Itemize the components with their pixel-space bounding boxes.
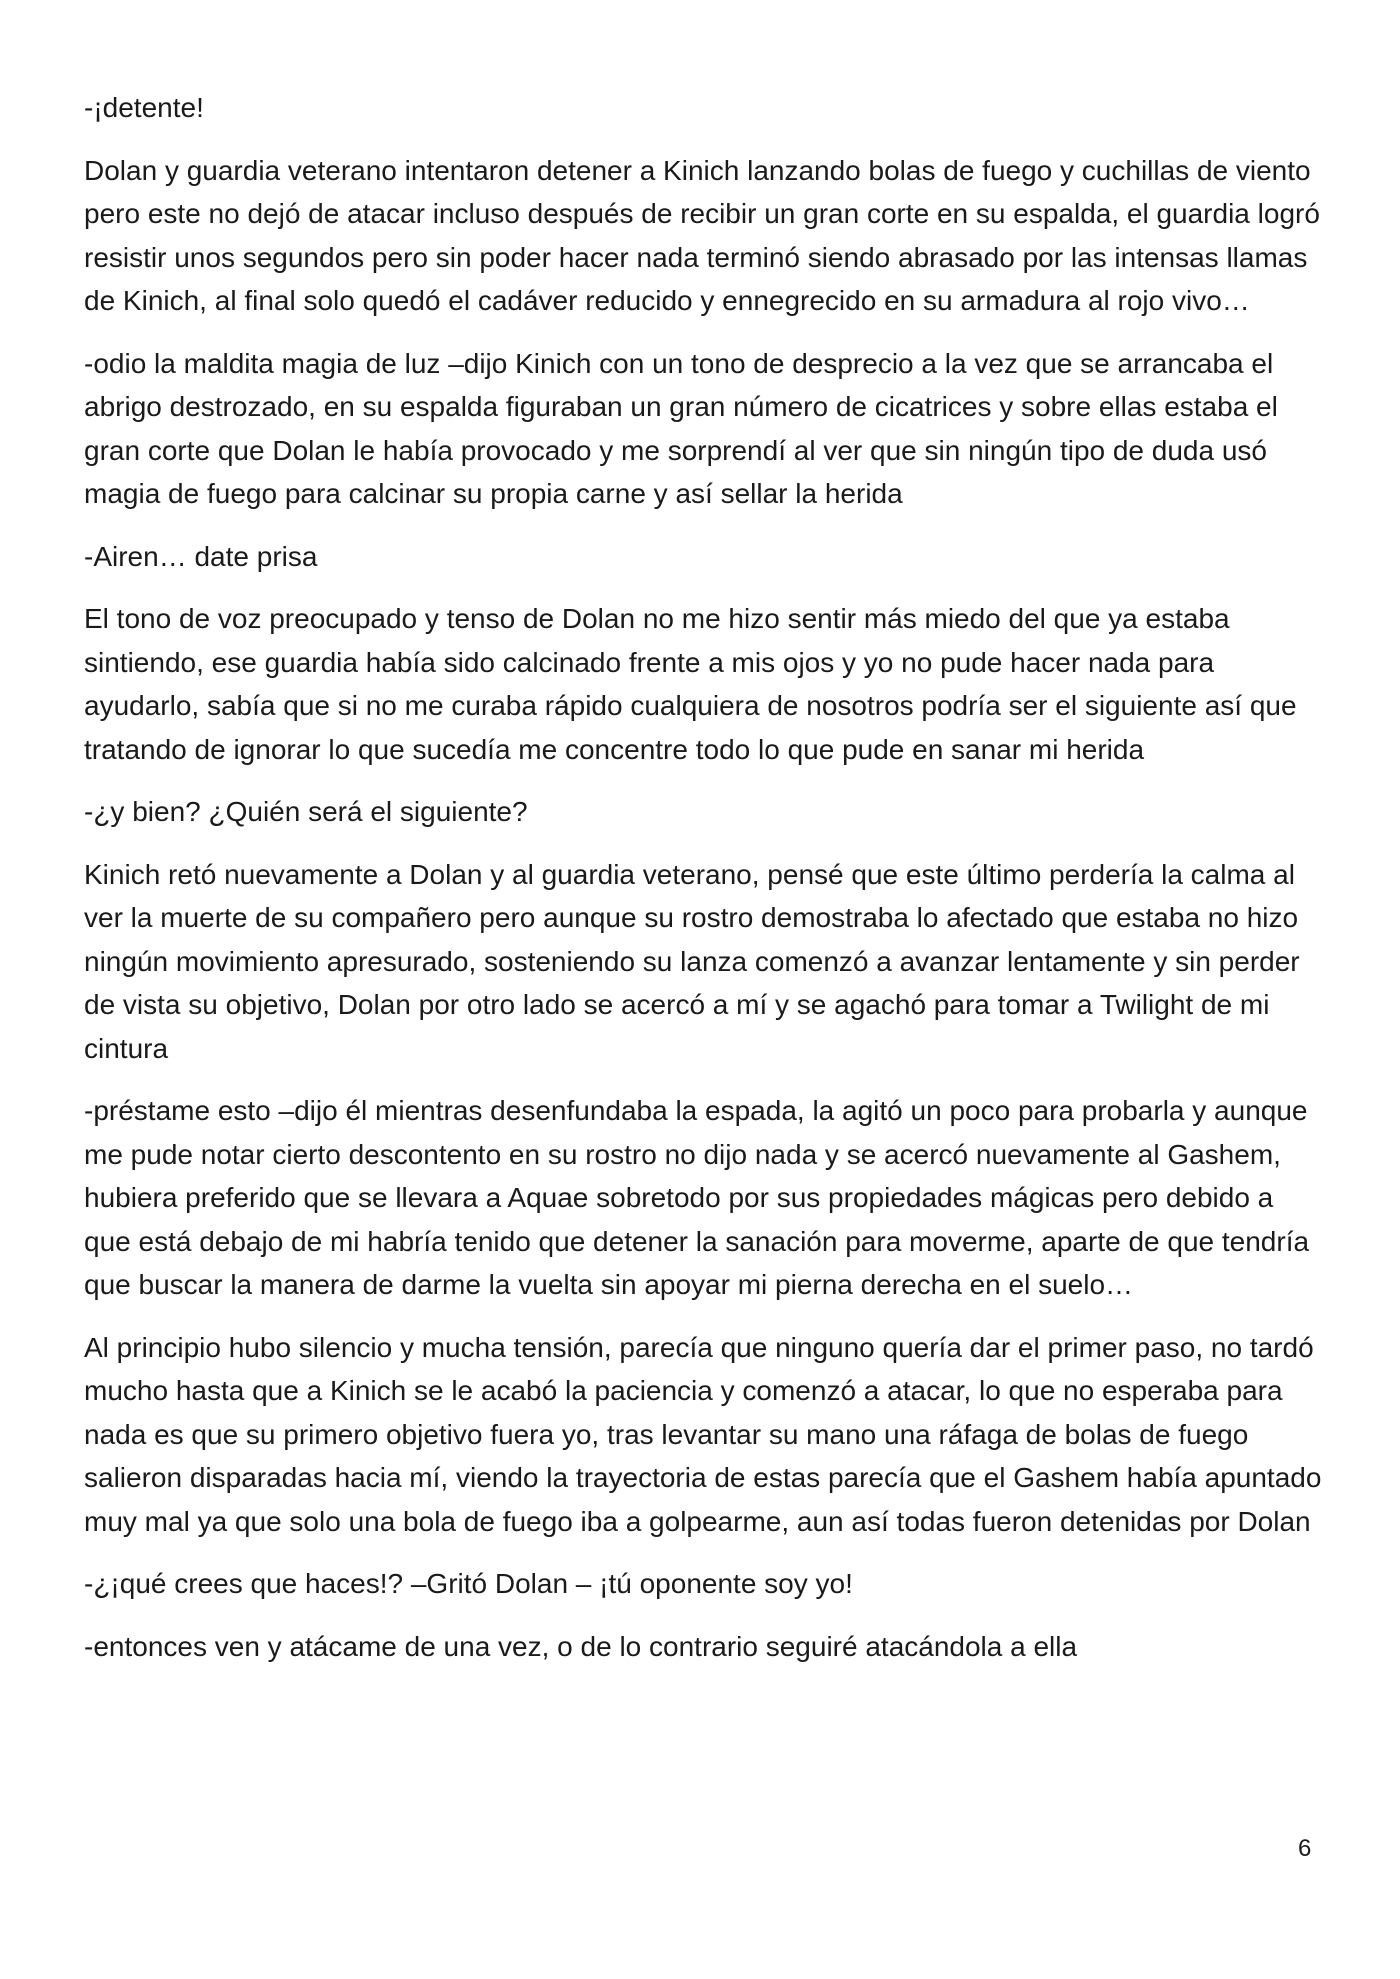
paragraph: -Airen… date prisa — [84, 540, 318, 572]
paragraph: -¡detente! — [84, 92, 204, 123]
paragraph: -odio la maldita magia de luz –dijo Kinich con un tono de desprecio a la vez que se arrancaba el abrigo destrozado, en su espalda figuraban un gran número de cicatrices y sobre ellas estaba el gran corte que Dolan le había provocado y me sorprendí al ver que sin ningún tipo de duda usó magia de fuego para calcinar su propia carne y así sellar la herida — [84, 347, 1278, 509]
paragraph: El tono de voz preocupado y tenso de Dolan no me hizo sentir más miedo del que ya estaba sintiendo, ese guardia había sido calcinado frente a mis ojos y yo no pude hacer nada para ayudarlo, sabía que si no me curaba rápido cualquiera de nosotros podría ser el siguiente así que tratando de ignorar lo que sucedía me concentre todo lo que pude en sanar mi herida — [84, 603, 1297, 765]
paragraph: -entonces ven y atácame de una vez, o de lo contrario seguiré atacándola a ella — [84, 1630, 1078, 1662]
paragraph: -¿¡qué crees que haces!? –Gritó Dolan – ¡tú oponente soy yo! — [84, 1568, 853, 1599]
page-number: 6 — [1298, 1835, 1312, 1862]
paragraph: Kinich retó nuevamente a Dolan y al guardia veterano, pensé que este último perdería la calma al ver la muerte de su compañero pero aunque su rostro demostraba lo afectado que estaba no hizo ningún movimiento apresurado, sosteniendo su lanza comenzó a avanzar lentamente y sin perder de vista su objetivo, Dolan por otro lado se acercó a mí y se agachó para tomar a Twilight de mi cintura — [84, 858, 1300, 1064]
paragraph: Dolan y guardia veterano intentaron detener a Kinich lanzando bolas de fuego y cuchillas de viento pero este no dejó de atacar incluso después de recibir un gran corte en su espalda, el guardia logró resistir unos segundos pero sin poder hacer nada terminó siendo abrasado por las intensas llamas de Kinich, al final solo quedó el cadáver reducido y ennegrecido en su armadura al rojo vivo… — [84, 154, 1320, 316]
paragraph: Al principio hubo silencio y mucha tensión, parecía que ninguno quería dar el primer paso, no tardó mucho hasta que a Kinich se le acabó la paciencia y comenzó a atacar, lo que no esperaba para nada es que su primero objetivo fuera yo, tras levantar su mano una ráfaga de bolas de fuego salieron disparadas hacia mí, viendo la trayectoria de estas parecía que el Gashem había apuntado muy mal ya que solo una bola de fuego iba a golpearme, aun así todas fueron detenidas por Dolan — [84, 1331, 1322, 1537]
paragraph: -préstame esto –dijo él mientras desenfundaba la espada, la agitó un poco para probarla y aunque me pude notar cierto descontento en su rostro no dijo nada y se acercó nuevamente al Gashem, hubiera preferido que se llevara a Aquae sobretodo por sus propiedades mágicas pero debido a que está debajo de mi habría tenido que detener la sanación para moverme, aparte de que tendría que buscar la manera de darme la vuelta sin apoyar mi pierna derecha en el suelo… — [84, 1095, 1310, 1300]
document-body — [84, 86, 1324, 1687]
paragraph: -¿y bien? ¿Quién será el siguiente? — [84, 796, 528, 827]
